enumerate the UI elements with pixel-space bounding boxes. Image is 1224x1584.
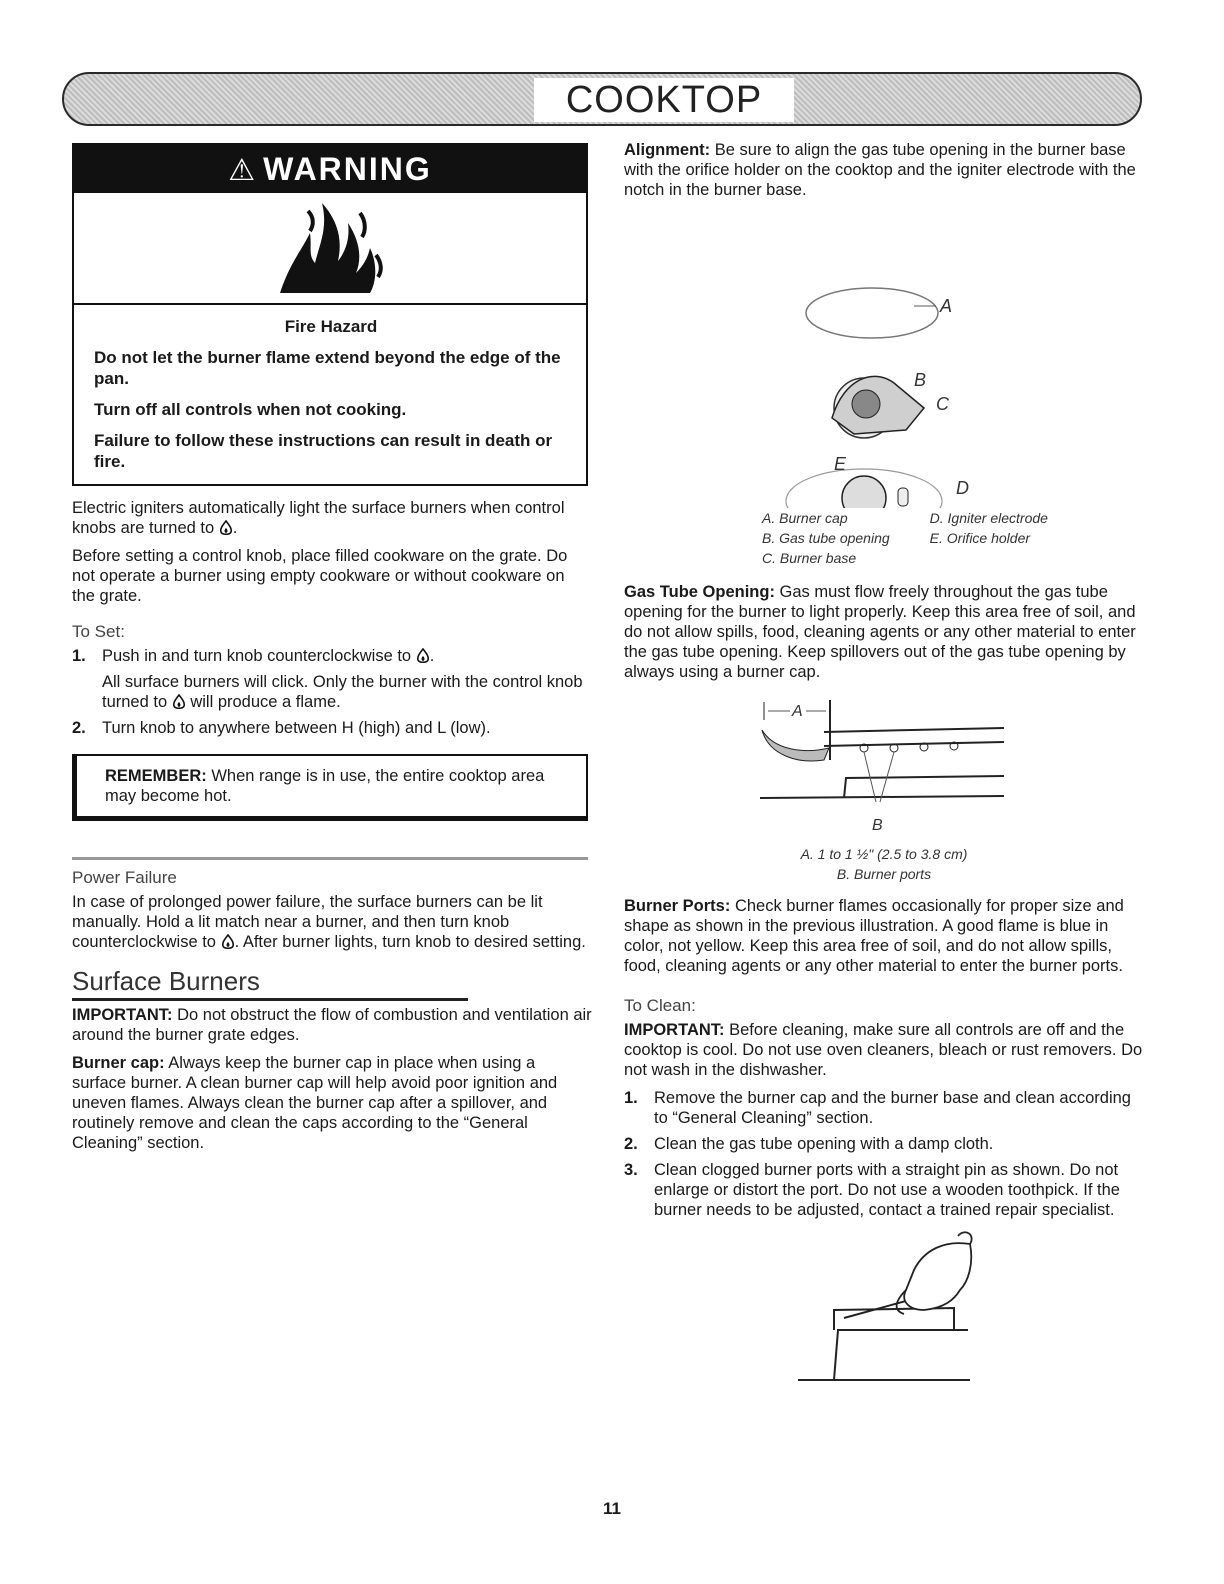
fire-icon — [260, 193, 400, 299]
left-column — [72, 143, 592, 1161]
power-failure-heading: Power Failure — [72, 868, 177, 887]
section-title: COOKTOP — [534, 78, 794, 122]
legend-item: E. Orifice holder — [929, 530, 1031, 546]
warning-line: Turn off all controls when not cooking. — [94, 400, 407, 419]
diagram-label: A — [792, 703, 803, 720]
gas-tube-shape — [852, 390, 880, 418]
list-item: 2. Turn knob to anywhere between H (high) and L (low). — [72, 719, 491, 737]
warning-header — [74, 145, 586, 193]
diagram-label: D — [956, 478, 969, 498]
cookware-paragraph: Before setting a control knob, place filled cookware on the grate. Do not operate a burner using empty cookware or without cookware on the grate. — [72, 547, 568, 605]
lite-flame-icon — [416, 648, 430, 664]
burner-assembly-diagram — [624, 208, 1144, 508]
hand-shape — [904, 1243, 971, 1310]
fire-hazard-graphic — [74, 193, 586, 305]
diagram-label: B — [914, 370, 927, 390]
lite-flame-icon — [221, 934, 235, 950]
divider — [72, 857, 588, 860]
to-set-heading: To Set: — [72, 622, 125, 641]
power-failure-paragraph: In case of prolonged power failure, the surface burners can be lit manually. Hold a lit match near a burner, and then turn knob counterclockwise to . After burner lights, turn knob to desired setting. — [72, 893, 586, 951]
diagram-label: E — [834, 454, 847, 474]
igniter-shape — [898, 488, 908, 506]
lite-flame-icon — [219, 520, 233, 536]
list-item: 2. Clean the gas tube opening with a damp cloth. — [624, 1135, 994, 1153]
orifice-holder-shape — [842, 476, 886, 508]
lite-flame-icon — [172, 694, 186, 710]
right-column — [624, 140, 1144, 1390]
warning-header-text: WARNING — [263, 151, 432, 187]
diagram-legend — [762, 508, 1088, 568]
surface-burners-heading: Surface Burners — [72, 966, 260, 996]
important-paragraph: IMPORTANT: Do not obstruct the flow of combustion and ventilation air around the burner grate edges. — [72, 1006, 592, 1044]
flame-shape — [762, 730, 829, 761]
list-item: 3. Clean clogged burner ports with a straight pin as shown. Do not enlarge or distort the port. Do not use a wooden toothpick. If the burner needs to be adjusted, contact a trained repair specialist. — [624, 1161, 1120, 1219]
warning-line: Do not let the burner flame extend beyond the edge of the pan. — [94, 348, 561, 388]
to-clean-heading: To Clean: — [624, 996, 696, 1015]
alignment-paragraph: Alignment: Be sure to align the gas tube opening in the burner base with the orifice holder on the cooktop and the igniter electrode with the notch in the burner base. — [624, 141, 1136, 199]
warning-box — [72, 143, 588, 486]
list-number: 2. — [72, 719, 86, 737]
intro-paragraph: Electric igniters automatically light the surface burners when control knobs are turned to . — [72, 499, 565, 537]
legend-item: C. Burner base — [762, 550, 857, 566]
remember-box: REMEMBER: When range is in use, the entire cooktop area may become hot. — [72, 754, 588, 821]
burner-cap-shape — [806, 288, 938, 338]
clean-important-paragraph: IMPORTANT: Before cleaning, make sure all controls are off and the cooktop is cool. Do not use oven cleaners, bleach or rust removers. Do not wash in the dishwasher. — [624, 1021, 1143, 1079]
warning-title: Fire Hazard — [284, 317, 378, 336]
legend-item: D. Igniter electrode — [929, 510, 1048, 526]
diagram-label: C — [936, 394, 949, 414]
diagram-label: B — [872, 817, 883, 834]
flame-diagram-caption: A. 1 to 1 ½" (2.5 to 3.8 cm) B. Burner ports — [800, 846, 968, 882]
heading-underline — [72, 998, 468, 1001]
diagram-label: A — [940, 296, 953, 316]
warning-body — [74, 305, 586, 484]
flame-height-diagram — [624, 690, 1144, 840]
page-number: 11 — [603, 1499, 621, 1518]
list-number: 1. — [72, 647, 86, 665]
burner-cap-paragraph: Burner cap: Always keep the burner cap in place when using a surface burner. A clean burner cap will help avoid poor ignition and uneven flames. Always clean the burner cap after a spillover, and routinely remove and clean the caps according to the “General Cleaning” section. — [72, 1054, 558, 1152]
warning-line: Failure to follow these instructions can result in death or fire. — [94, 431, 553, 471]
gas-tube-paragraph: Gas Tube Opening: Gas must flow freely throughout the gas tube opening for the burner to light properly. Keep this area free of soil, and do not allow spills, food, cleaning agents or any other material to enter the gas tube opening. Keep spillovers out of the gas tube opening by always using a burner cap. — [624, 583, 1136, 681]
legend-item: B. Gas tube opening — [762, 530, 890, 546]
section-banner — [62, 72, 1142, 126]
list-item: 1. Remove the burner cap and the burner base and clean according to “General Cleaning” section. — [624, 1089, 1131, 1127]
burner-ports-paragraph: Burner Ports: Check burner flames occasionally for proper size and shape as shown in the previous illustration. A good flame is blue in color, not yellow. Keep this area free of soil, and do not allow spills, food, cleaning agents or any other material to enter the burner ports. — [624, 897, 1124, 975]
pin-cleaning-illustration — [624, 1230, 1144, 1390]
warning-triangle-icon: ⚠ — [228, 154, 258, 187]
legend-item: A. Burner cap — [762, 510, 848, 526]
step-note: All surface burners will click. Only the burner with the control knob turned to will produce a flame. — [102, 673, 583, 711]
list-item: 1. Push in and turn knob counterclockwise to . — [72, 647, 435, 665]
